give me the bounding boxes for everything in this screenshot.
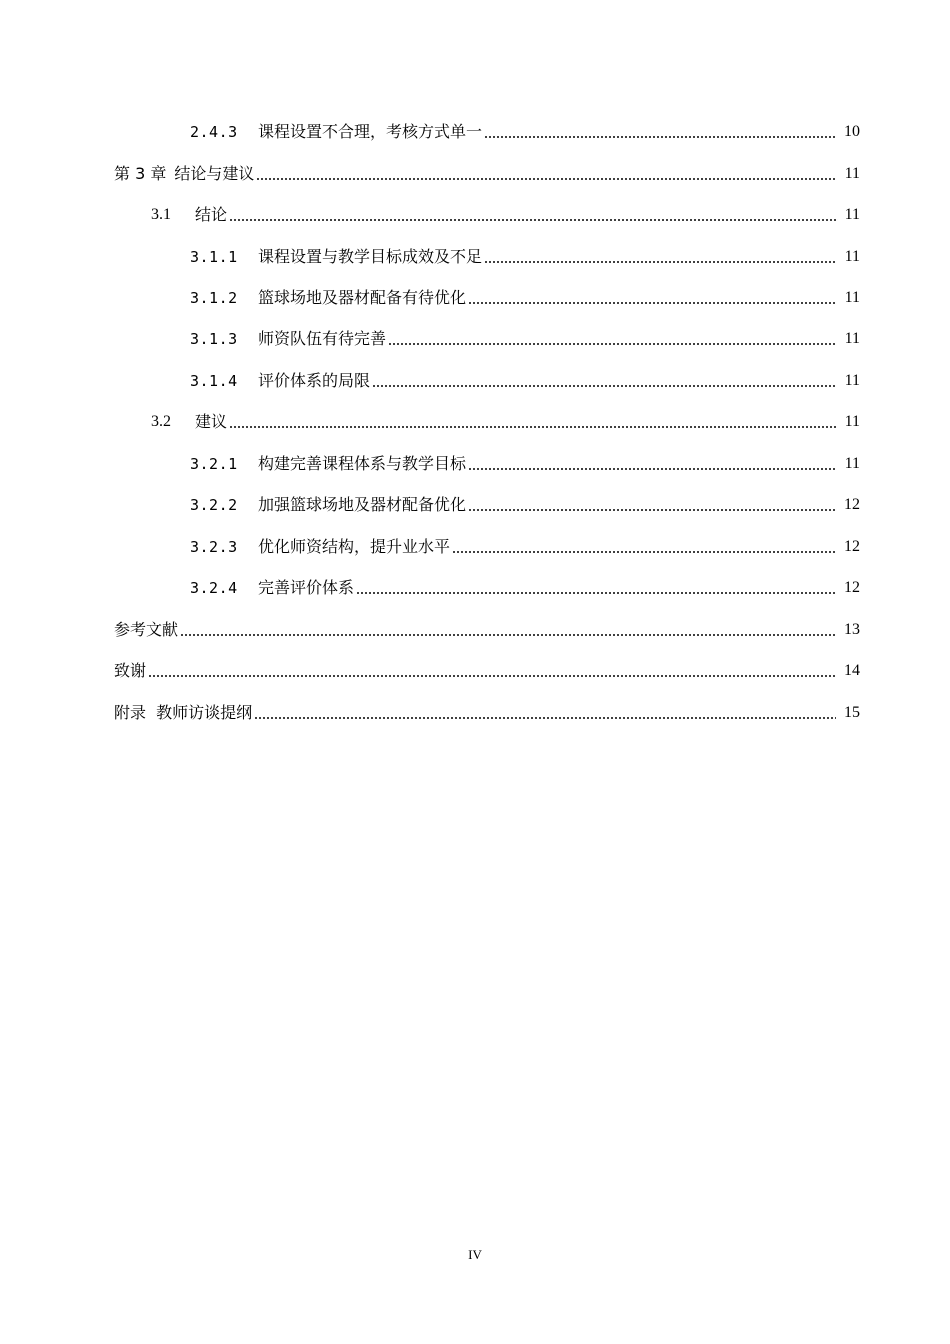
dot-leader (468, 509, 836, 511)
dot-leader (254, 717, 836, 719)
toc-entry-page: 11 (844, 248, 860, 265)
toc-entry-title: 构建完善课程体系与教学目标 (258, 454, 467, 473)
toc-entry-page: 12 (844, 538, 860, 555)
toc-entry-title: 评价体系的局限 (258, 371, 371, 390)
toc-entry-appendix[interactable] (114, 699, 860, 723)
toc-entry-number: 2.4.3 (190, 123, 238, 141)
toc-entry-3-2[interactable] (151, 408, 860, 432)
toc-entry-title: 师资队伍有待完善 (258, 329, 387, 348)
toc-entry-2-4-3[interactable] (190, 118, 860, 142)
dot-leader (229, 219, 836, 221)
toc-entry-chapter-3[interactable] (114, 160, 860, 184)
toc-entry-title: 结论 (195, 205, 228, 224)
toc-entry-3-1-4[interactable] (190, 367, 860, 391)
toc-entry-number: 3.2.1 (190, 455, 238, 473)
toc-entry-title: 加强篮球场地及器材配备优化 (258, 495, 467, 514)
dot-leader (484, 136, 836, 138)
toc-entry-3-1-2[interactable] (190, 284, 860, 308)
toc-entry-page: 11 (844, 289, 860, 306)
toc-entry-3-1[interactable] (151, 201, 860, 225)
toc-entry-page: 11 (844, 455, 860, 472)
page-number-footer: IV (468, 1247, 482, 1262)
toc-entry-references[interactable] (114, 616, 860, 640)
toc-entry-number: 3.1.2 (190, 289, 238, 307)
toc-entry-3-2-3[interactable] (190, 533, 860, 557)
toc-entry-number: 3.1 (151, 206, 171, 223)
toc-entry-acknowledgements[interactable] (114, 657, 860, 681)
toc-entry-page: 12 (844, 579, 860, 596)
toc-entry-title: 课程设置与教学目标成效及不足 (258, 247, 483, 266)
toc-entry-page: 13 (844, 621, 860, 638)
toc-entry-page: 11 (844, 165, 860, 182)
toc-entry-title: 致谢 (114, 661, 147, 680)
toc-entry-3-2-2[interactable] (190, 491, 860, 515)
dot-leader (484, 261, 836, 263)
toc-entry-title: 优化师资结构，提升业水平 (258, 537, 451, 556)
dot-leader (388, 343, 836, 345)
dot-leader (148, 675, 836, 677)
toc-entry-page: 11 (844, 413, 860, 430)
toc-entry-page: 15 (844, 704, 860, 721)
toc-entry-title: 篮球场地及器材配备有待优化 (258, 288, 467, 307)
toc-entry-title: 建议 (195, 412, 228, 431)
dot-leader (256, 178, 836, 180)
toc-entry-number: 第 3 章 (114, 164, 167, 183)
toc-entry-number: 3.2.3 (190, 538, 238, 556)
toc-entry-title: 完善评价体系 (258, 578, 355, 597)
toc-entry-page: 14 (844, 662, 860, 679)
toc-entry-number: 3.1.4 (190, 372, 238, 390)
toc-entry-page: 11 (844, 372, 860, 389)
toc-entry-page: 10 (844, 123, 860, 140)
dot-leader (452, 551, 836, 553)
toc-entry-3-2-4[interactable] (190, 574, 860, 598)
dot-leader (372, 385, 836, 387)
toc-entry-title: 参考文献 (114, 620, 179, 639)
dot-leader (229, 426, 836, 428)
toc-entry-3-1-1[interactable] (190, 243, 860, 267)
toc-entry-page: 11 (844, 330, 860, 347)
toc-entry-3-1-3[interactable] (190, 325, 860, 349)
toc-entry-number: 3.2.4 (190, 579, 238, 597)
dot-leader (356, 592, 836, 594)
toc-entry-title: 结论与建议 (174, 164, 255, 183)
toc-entry-number: 3.2 (151, 413, 171, 430)
toc-entry-page: 11 (844, 206, 860, 223)
dot-leader (180, 634, 836, 636)
toc-entry-3-2-1[interactable] (190, 450, 860, 474)
toc-entry-number: 3.1.1 (190, 248, 238, 266)
dot-leader (468, 302, 836, 304)
toc-entry-title: 附录 教师访谈提纲 (114, 703, 253, 722)
toc-entry-page: 12 (844, 496, 860, 513)
dot-leader (468, 468, 836, 470)
toc-entry-number: 3.1.3 (190, 330, 238, 348)
toc-entry-title: 课程设置不合理，考核方式单一 (258, 122, 483, 141)
toc-entry-number: 3.2.2 (190, 496, 238, 514)
